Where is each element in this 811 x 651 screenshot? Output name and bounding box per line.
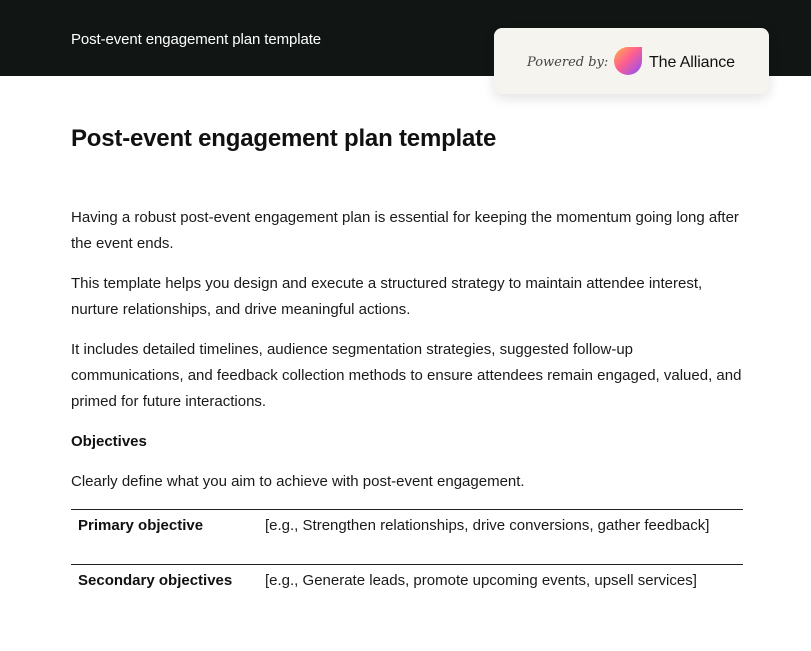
- powered-by-label: Powered by:: [527, 55, 609, 70]
- intro-paragraph-1: Having a robust post-event engagement plan is essential for keeping the momentum going long after the event ends.: [71, 209, 739, 252]
- objectives-intro: Clearly define what you aim to achieve with post-event engagement.: [71, 473, 525, 490]
- intro-paragraph-2: This template helps you design and execute a structured strategy to maintain attendee interest, nurture relationships, and drive meaningful actions.: [71, 275, 703, 318]
- alliance-logo-icon: [613, 46, 644, 76]
- primary-objective-value[interactable]: [e.g., Strengthen relationships, drive conversions, gather feedback]: [265, 517, 710, 534]
- objectives-table: [71, 509, 743, 619]
- objectives-heading: Objectives: [71, 433, 147, 450]
- table-row: [71, 565, 743, 620]
- secondary-objectives-value[interactable]: [e.g., Generate leads, promote upcoming events, upsell services]: [265, 572, 697, 589]
- primary-objective-label: Primary objective: [78, 517, 204, 534]
- brand-name: The Alliance: [649, 54, 735, 71]
- page-title: Post-event engagement plan template: [71, 125, 497, 152]
- document-body: [71, 124, 743, 619]
- intro-paragraph-3: It includes detailed timelines, audience segmentation strategies, suggested follow-up communications, and feedback collection methods to ensure attendees remain engaged, valued, and primed for future interactions.: [71, 341, 742, 410]
- header-title: Post-event engagement plan template: [71, 31, 321, 48]
- top-bar: [0, 0, 811, 76]
- powered-by-card[interactable]: [494, 28, 769, 94]
- table-row: [71, 510, 743, 565]
- secondary-objectives-label: Secondary objectives: [78, 572, 233, 589]
